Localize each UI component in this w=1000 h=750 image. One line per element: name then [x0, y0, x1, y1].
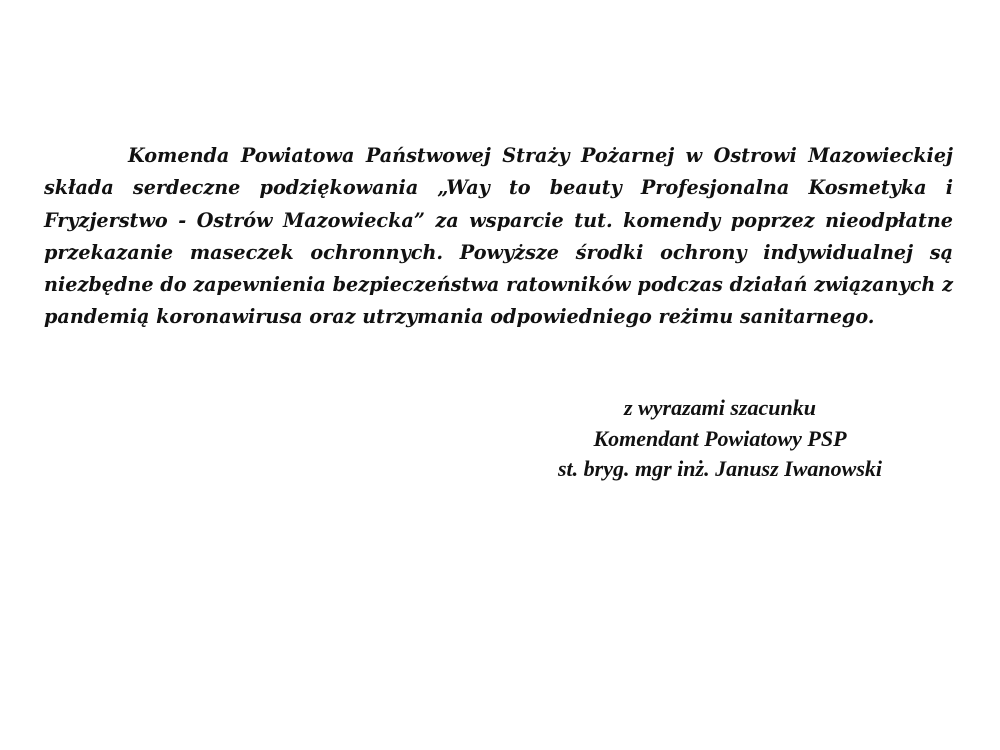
- letter-body-paragraph: Komenda Powiatowa Państwowej Straży Pożarnej w Ostrowi Mazowieckiej składa serdeczne podziękowania „Way to beauty Profesjonalna Kosmetyka i Fryzjerstwo - Ostrów Mazowiecka” za wsparcie tut. komendy poprzez nieodpłatne przekazanie maseczek ochronnych. Powyższe środki ochrony indywidualnej są niezbędne do zapewnienia bezpieczeństwa ratowników podczas działań związanych z pandemią koronawirusa oraz utrzymania odpowiedniego reżimu sanitarnego.: [44, 144, 953, 329]
- signature-closing: z wyrazami szacunku: [624, 395, 816, 420]
- signature-block: [490, 393, 950, 485]
- signature-title: Komendant Powiatowy PSP: [593, 425, 847, 451]
- signature-name: st. bryg. mgr inż. Janusz Iwanowski: [558, 456, 882, 481]
